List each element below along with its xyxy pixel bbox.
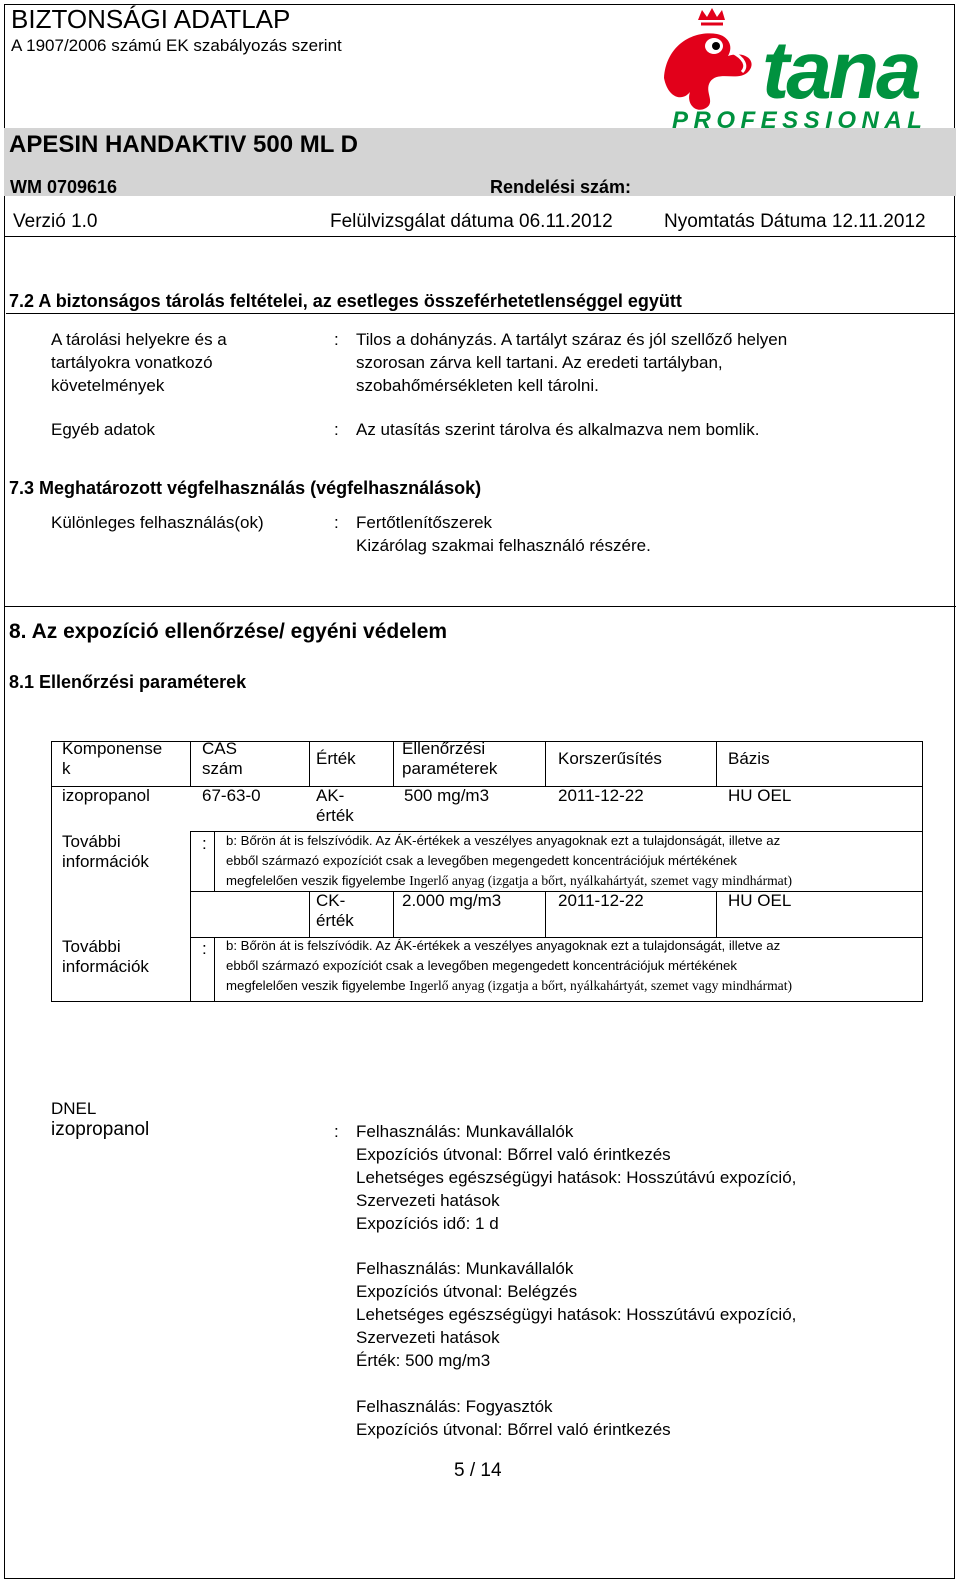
- update-date: 2011-12-22: [558, 786, 644, 805]
- further-info-label: További információk: [62, 832, 149, 871]
- cas-number: 67-63-0: [202, 786, 261, 805]
- section-7-2-underline: [6, 313, 954, 314]
- control-parameters-table: [51, 741, 923, 1002]
- colon: :: [334, 513, 339, 532]
- dnel-component: izopropanol: [51, 1119, 150, 1140]
- product-code: WM 0709616: [10, 177, 118, 197]
- specific-use-label: Különleges felhasználás(ok): [51, 513, 264, 532]
- other-data-value: Az utasítás szerint tárolva és alkalmazva nem bomlik.: [356, 420, 760, 439]
- order-number-label: Rendelési szám:: [490, 177, 632, 197]
- header-control-params: Ellenőrzési paraméterek: [402, 739, 498, 778]
- svg-text:PROFESSIONAL: PROFESSIONAL: [672, 107, 928, 134]
- colon: :: [202, 939, 207, 958]
- specific-use-value: Fertőtlenítőszerek Kizárólag szakmai felhasználó részére.: [356, 513, 651, 555]
- product-name: APESIN HANDAKTIV 500 ML D: [9, 131, 358, 158]
- version-text: Verzió 1.0: [13, 211, 98, 232]
- other-data-label: Egyéb adatok: [51, 420, 155, 439]
- storage-requirements-value: Tilos a dohányzás. A tartályt száraz és jól szellőző helyen szorosan zárva kell tartani. Az eredeti tartályban, szobahőmérsékleten kell tárolni.: [356, 330, 788, 395]
- header-update: Korszerűsítés: [558, 749, 662, 768]
- regulation-text: A 1907/2006 számú EK szabályozás szerint: [11, 36, 342, 55]
- value-type: CK- érték: [316, 891, 354, 930]
- dnel-block: Felhasználás: Fogyasztók Expozíciós útvonal: Bőrrel való érintkezés: [356, 1397, 671, 1439]
- svg-text:tana: tana: [762, 25, 919, 116]
- colon: :: [334, 1122, 339, 1141]
- section-7-2-heading: 7.2 A biztonságos tárolás feltételei, az esetleges összeférhetetlenséggel együtt: [9, 291, 682, 311]
- basis-value: HU OEL: [728, 786, 792, 805]
- basis-value: HU OEL: [728, 891, 792, 910]
- control-param-value: 2.000 mg/m3: [402, 891, 502, 910]
- document-title: BIZTONSÁGI ADATLAP: [11, 4, 291, 34]
- section-8-1-heading: 8.1 Ellenőrzési paraméterek: [9, 672, 247, 692]
- page-number: 5 / 14: [454, 1460, 502, 1481]
- dnel-block: Felhasználás: Munkavállalók Expozíciós útvonal: Bőrrel való érintkezés Lehetséges egészségügyi hatások: Hosszútávú expozíció, Szervezeti hatások Expozíciós idő: 1 d: [356, 1122, 797, 1233]
- further-info-text: b: Bőrön át is felszívódik. Az ÁK-értékek a veszélyes anyagoknak ezt a tulajdonságát, illetve az ebből származó expozíciót csak a levegőben megengedett koncentrációjuk mértékének megfelelően veszik figyelembe Ingerlő anyag (izgatja a bőrt, nyálkahártyát, szemet vagy mindhármat): [226, 833, 793, 888]
- header-value: Érték: [316, 749, 356, 768]
- storage-requirements-label: A tárolási helyekre és a tartályokra vonatkozó követelmények: [51, 330, 227, 395]
- frog-logo-icon: [662, 6, 952, 134]
- header-basis: Bázis: [728, 749, 770, 768]
- update-date: 2011-12-22: [558, 891, 644, 910]
- section-7-3-heading: 7.3 Meghatározott végfelhasználás (végfelhasználások): [9, 478, 482, 498]
- review-date: Felülvizsgálat dátuma 06.11.2012: [330, 211, 613, 232]
- section-8-heading: 8. Az expozíció ellenőrzése/ egyéni védelem: [9, 620, 448, 643]
- further-info-label: További információk: [62, 937, 149, 976]
- colon: :: [334, 420, 339, 439]
- dnel-heading: DNEL: [51, 1099, 97, 1118]
- value-type: AK- érték: [316, 786, 354, 825]
- tana-professional-logo: [662, 6, 952, 134]
- colon: :: [334, 330, 339, 349]
- dnel-block: Felhasználás: Munkavállalók Expozíciós útvonal: Belégzés Lehetséges egészségügyi hatások: Hosszútávú expozíció, Szervezeti hatások Érték: 500 mg/m3: [356, 1259, 797, 1370]
- colon: :: [202, 834, 207, 853]
- header-component: Komponense k: [62, 739, 163, 778]
- component-name: izopropanol: [62, 786, 150, 805]
- section-divider: [4, 606, 956, 607]
- header-cas: CAS szám: [202, 739, 243, 778]
- control-param-value: 500 mg/m3: [404, 786, 490, 805]
- header-divider: [4, 236, 956, 237]
- print-date: Nyomtatás Dátuma 12.11.2012: [664, 211, 926, 232]
- further-info-text: b: Bőrön át is felszívódik. Az ÁK-értékek a veszélyes anyagoknak ezt a tulajdonságát, illetve az ebből származó expozíciót csak a levegőben megengedett koncentrációjuk mértékének megfelelően veszik figyelembe Ingerlő anyag (izgatja a bőrt, nyálkahártyát, szemet vagy mindhármat): [226, 938, 793, 993]
